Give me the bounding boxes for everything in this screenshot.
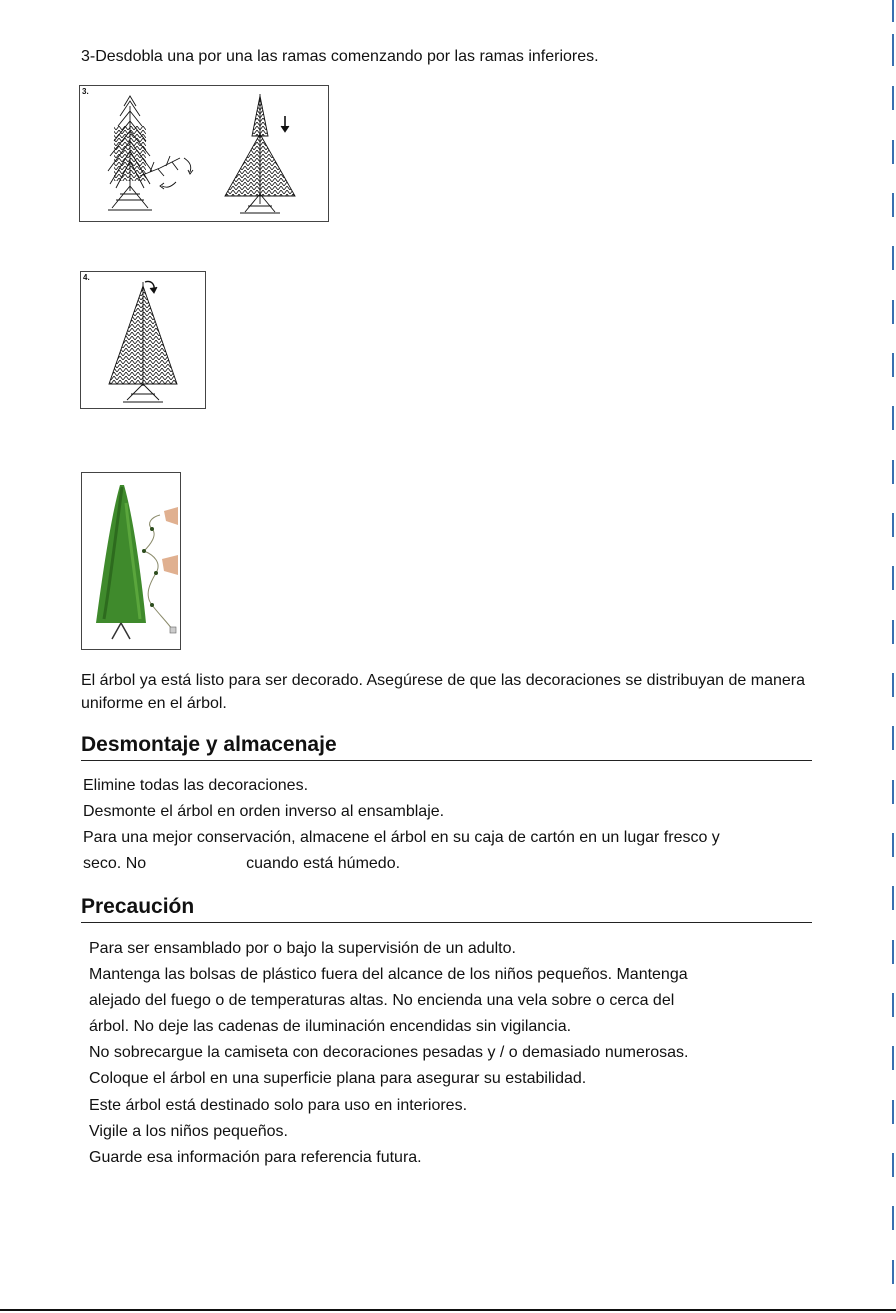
disassembly-list [83, 773, 720, 877]
list-item: No sobrecargue la camiseta con decoraciones pesadas y / o demasiado numerosas. [89, 1044, 689, 1062]
list-item: Vigile a los niños pequeños. [89, 1122, 288, 1140]
list-item: Para una mejor conservación, almacene el árbol en su caja de cartón en un lugar fresco y [83, 829, 720, 846]
list-item: alejado del fuego o de temperaturas altas. No encienda una vela sobre o cerca del [89, 992, 675, 1010]
list-item [83, 851, 720, 877]
list-item: Guarde esa información para referencia futura. [89, 1148, 422, 1166]
unfold-branches-illustration [80, 86, 328, 221]
tree-ready-paragraph: El árbol ya está listo para ser decorado. Asegúrese de que las decoraciones se distribuyan de manera uniforme en el árbol. [81, 672, 805, 712]
tree-icon [109, 281, 177, 402]
list-item: árbol. No deje las cadenas de iluminación encendidas sin vigilancia. [89, 1018, 572, 1036]
figure-step-4 [80, 271, 206, 409]
figure-step-3 [79, 85, 329, 222]
figure-3-label: 3. [82, 87, 89, 96]
disassembly-heading: Desmontaje y almacenaje [81, 732, 812, 761]
folded-tree-icon [108, 96, 193, 210]
green-tree-with-lights-photo [82, 473, 180, 649]
step-3-instruction: 3-Desdobla una por una las ramas comenzando por las ramas inferiores. [81, 48, 599, 65]
list-item: Mantenga las bolsas de plástico fuera del alcance de los niños pequeños. Mantenga [89, 966, 688, 984]
list-item: Coloque el árbol en una superficie plana para asegurar su estabilidad. [89, 1070, 587, 1088]
page-bottom-rule [0, 1309, 896, 1311]
list-item-start: seco. No [83, 855, 147, 872]
list-item: Para ser ensamblado por o bajo la supervisión de un adulto. [89, 940, 516, 957]
list-item: Desmonte el árbol en orden inverso al ensamblaje. [83, 803, 445, 820]
unfolded-tree-icon [225, 94, 295, 213]
list-item-end: cuando está húmedo. [246, 855, 401, 872]
shape-tree-top-illustration [81, 272, 205, 408]
figure-4-label: 4. [83, 273, 90, 282]
list-item: Este árbol está destinado solo para uso en interiores. [89, 1096, 468, 1114]
precaution-list [89, 936, 789, 1171]
precaution-heading: Precaución [81, 894, 812, 923]
figure-lights-photo [81, 472, 181, 650]
list-item: Elimine todas las decoraciones. [83, 777, 309, 794]
